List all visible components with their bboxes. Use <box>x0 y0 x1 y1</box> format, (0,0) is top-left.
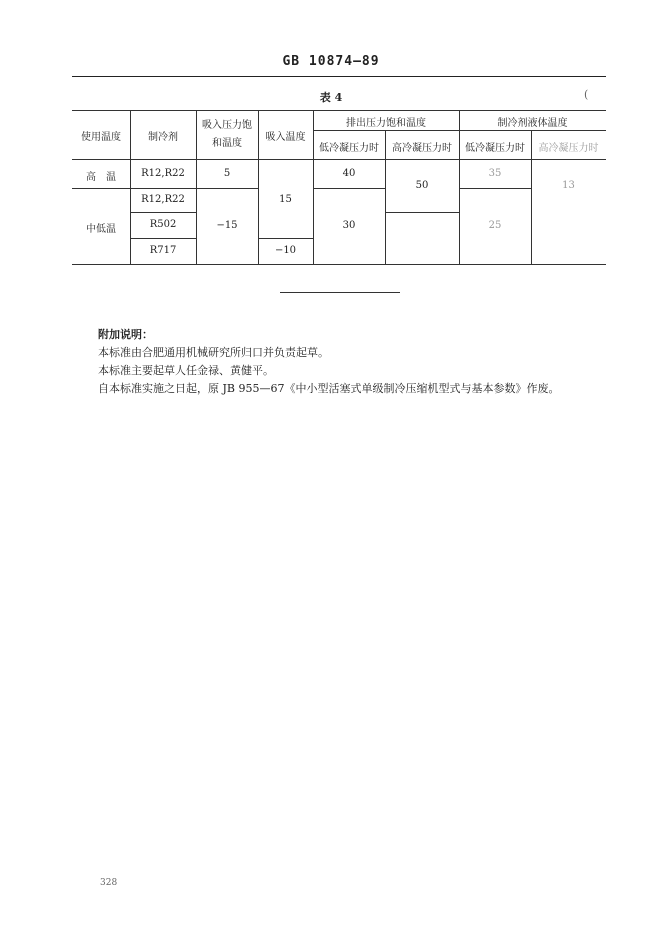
header-suction-pressure: 吸入压力饱和温度 <box>202 120 252 149</box>
discharge-high-value: 50 <box>415 180 429 191</box>
notes-line-2: 本标准主要起草人任金禄、黄健平。 <box>98 364 274 377</box>
notes-line-3: 自本标准实施之日起，原 JB 955—67《中小型活塞式单级制冷压缩机型式与基本参数》作废。 <box>98 382 560 395</box>
group-header-rule <box>313 130 606 131</box>
suction-pressure-high: 5 <box>223 168 231 179</box>
header-refrigerant: 制冷剂 <box>148 132 178 143</box>
standard-header: GB 10874—89 <box>282 54 380 69</box>
suction-temperature-main: 15 <box>279 194 292 205</box>
liquid-low-high: 35 <box>488 168 502 179</box>
discharge-high-bottom-rule <box>385 212 459 213</box>
suction-temp-split-rule <box>258 238 313 239</box>
additional-notes <box>98 326 559 398</box>
class-mid-low: 中低温 <box>86 224 116 235</box>
row-r502-bottom-rule <box>130 238 196 239</box>
liquid-high-value: 13 <box>562 180 575 191</box>
table-unit-mark: ( <box>584 88 589 101</box>
header-suction-temperature: 吸入温度 <box>265 132 306 143</box>
header-bottom-rule <box>72 159 606 160</box>
refrigerant-r12-r22-mid: R12,R22 <box>141 194 185 205</box>
header-discharge-group: 排出压力饱和温度 <box>346 118 426 129</box>
header-liquid-high: 高冷凝压力时 <box>538 143 599 154</box>
col-divider-6 <box>459 110 460 264</box>
header-liquid-low: 低冷凝压力时 <box>465 143 525 154</box>
header-discharge-low: 低冷凝压力时 <box>319 143 379 154</box>
header-discharge-high: 高冷凝压力时 <box>392 143 452 154</box>
table-bottom-border <box>72 264 606 265</box>
suction-pressure-mid-low: −15 <box>216 220 238 231</box>
page-number: 328 <box>100 878 118 888</box>
table-top-border <box>72 110 606 111</box>
liquid-low-high-rule <box>459 188 531 189</box>
refrigerant-r12-r22-high: R12,R22 <box>141 168 185 179</box>
discharge-low-high: 40 <box>342 168 356 179</box>
row-high-bottom-rule <box>72 188 258 189</box>
class-high: 高 温 <box>86 172 116 183</box>
suction-temperature-r717: −10 <box>274 245 297 256</box>
row-r12-bottom-rule <box>130 212 196 213</box>
liquid-low-mid-low: 25 <box>488 220 502 231</box>
discharge-low-high-rule <box>313 188 385 189</box>
col-divider-4 <box>313 110 314 264</box>
header-rule <box>72 76 606 77</box>
notes-line-1: 本标准由合肥通用机械研究所归口并负责起草。 <box>98 346 329 359</box>
notes-title: 附加说明： <box>98 328 153 341</box>
refrigerant-r717: R717 <box>149 245 177 256</box>
table-title: 表 4 <box>319 91 343 104</box>
table-end-rule <box>280 292 400 293</box>
refrigerant-r502: R502 <box>149 219 177 230</box>
header-liquid-group: 制冷剂液体温度 <box>497 118 568 129</box>
col-divider-2 <box>196 110 197 264</box>
header-temperature-class: 使用温度 <box>81 132 121 143</box>
discharge-low-mid-low: 30 <box>342 220 356 231</box>
